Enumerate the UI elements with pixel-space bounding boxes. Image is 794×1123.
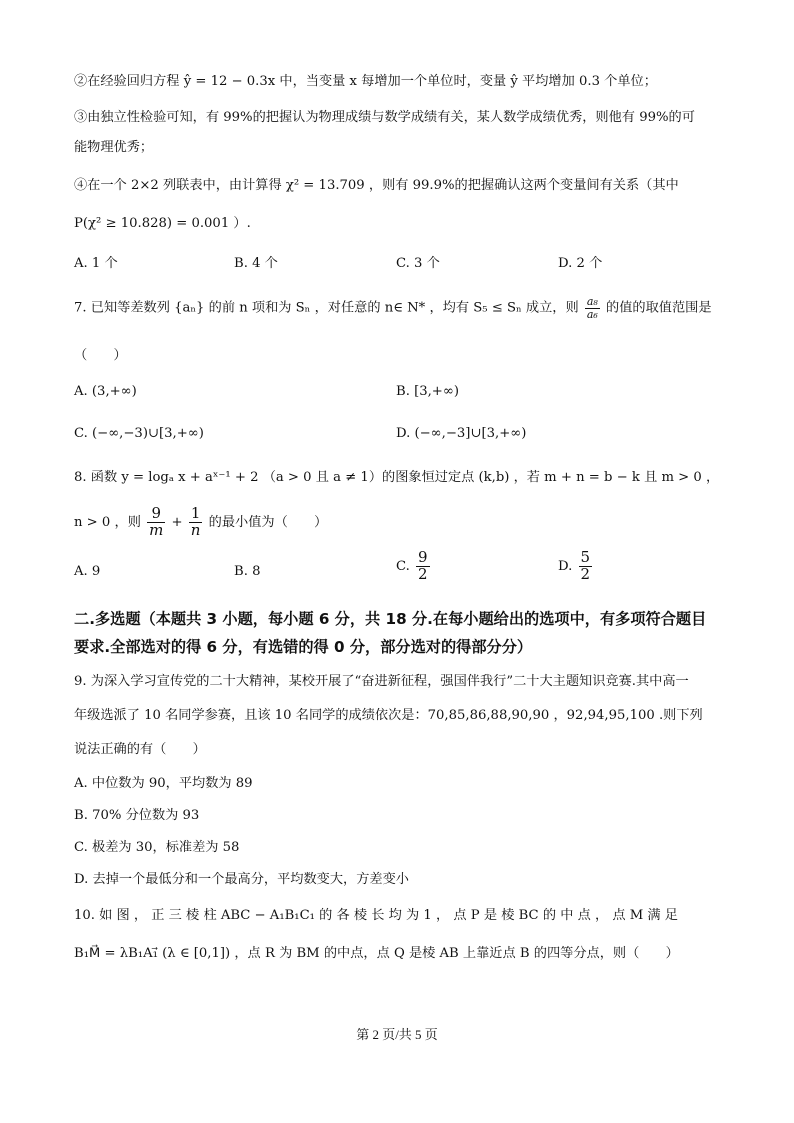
q7-stem-line1: [74, 296, 712, 320]
q9-option-c: C. 极差为 30，标准差为 58: [74, 840, 240, 855]
section-2-heading-line1: 二.多选题（本题共 3 小题，每小题 6 分，共 18 分.在每小题给出的选项中，有多项符合题目: [74, 610, 707, 628]
q8-fraction-1-over-n: [189, 506, 203, 539]
q6-item-2: ②在经验回归方程 ŷ = 12 − 0.3x 中，当变量 x 每增加一个单位时，变量 ŷ 平均增加 0.3 个单位；: [74, 74, 657, 89]
q8-option-b: B. 8: [234, 564, 261, 579]
q9-option-b: B. 70% 分位数为 93: [74, 808, 200, 823]
q8-f2-denominator: n: [190, 520, 201, 539]
q6-item-4-line1: ④在一个 2×2 列联表中，由计算得 χ² = 13.709 ，则有 99.9%的把握确认这两个变量间有关系（其中: [74, 178, 679, 193]
q9-stem-line1: 9. 为深入学习宣传党的二十大精神，某校开展了“奋进新征程，强国伴我行”二十大主题知识竞赛.其中高一: [74, 674, 689, 689]
q8-option-a: A. 9: [74, 564, 101, 579]
q10-stem-line2: B₁M⃗ = λB₁A₁⃗ (λ ∈ [0,1]) ，点 R 为 BM 的中点，点 Q 是棱 AB 上靠近点 B 的四等分点，则（ ）: [74, 946, 679, 961]
q6-option-b: B. 4 个: [234, 256, 278, 271]
q8-stem-post: 的最小值为（ ）: [208, 514, 328, 530]
q8-plus: +: [171, 514, 183, 530]
q9-stem-line2: 年级选派了 10 名同学参赛，且该 10 名同学的成绩依次是：70,85,86,88,90,90 ，92,94,95,100 .则下列: [74, 708, 703, 723]
q10-stem-line1: 10. 如 图 ， 正 三 棱 柱 ABC − A₁B₁C₁ 的 各 棱 长 均 为 1 ， 点 P 是 棱 BC 的 中 点 ， 点 M 满 足: [74, 908, 678, 923]
q7-ratio-numerator: a₈: [586, 295, 598, 308]
q8-option-d-label: D.: [558, 558, 573, 574]
q8-stem-pre: n > 0 ，则: [74, 514, 141, 530]
section-2-heading-line2: 要求.全部选对的得 6 分，有选错的得 0 分，部分选对的得部分分）: [74, 638, 533, 656]
q8-stem-line2: [74, 506, 327, 539]
q8-f2-numerator: 1: [189, 506, 203, 523]
q7-stem-pre: 7. 已知等差数列 {aₙ} 的前 n 项和为 Sₙ ，对任意的 n∈ N* ，均有 S₅ ≤ Sₙ 成立，则: [74, 300, 579, 316]
q6-option-d: D. 2 个: [558, 256, 603, 271]
q8-f1-numerator: 9: [147, 506, 165, 523]
q6-option-a: A. 1 个: [74, 256, 118, 271]
q8-option-c-fraction: [416, 550, 430, 583]
q7-option-a: A. (3,+∞): [74, 384, 137, 399]
q9-option-d: D. 去掉一个最低分和一个最高分，平均数变大，方差变小: [74, 872, 409, 887]
q8-option-c-denominator: 2: [418, 564, 428, 583]
q7-stem-post: 的值的取值范围是: [606, 300, 712, 316]
q8-option-d-fraction: [579, 550, 593, 583]
q7-stem-line2: （ ）: [74, 348, 127, 363]
q7-ratio-fraction: [585, 296, 600, 320]
q8-fraction-9-over-m: [147, 506, 165, 539]
q9-option-a: A. 中位数为 90，平均数为 89: [74, 776, 253, 791]
q7-option-d: D. (−∞,−3]∪[3,+∞): [396, 426, 527, 441]
q8-option-d-numerator: 5: [580, 548, 591, 566]
q7-ratio-denominator: a₆: [586, 307, 598, 321]
q6-item-4-line2: P(χ² ≥ 10.828) = 0.001 ）.: [74, 216, 251, 231]
q8-stem-line1: 8. 函数 y = logₐ x + aˣ⁻¹ + 2 （a > 0 且 a ≠ 1）的图象恒过定点 (k,b) ，若 m + n = b − k 且 m > 0 ，: [74, 470, 720, 485]
page-footer: 第 2 页/共 5 页: [356, 1027, 438, 1042]
q8-f1-denominator: m: [149, 520, 164, 539]
q8-option-d: [558, 550, 594, 583]
q9-stem-line3: 说法正确的有（ ）: [74, 742, 206, 757]
q8-option-c-label: C.: [396, 558, 410, 574]
q8-option-d-denominator: 2: [580, 564, 591, 583]
q6-item-3-line1: ③由独立性检验可知，有 99%的把握认为物理成绩与数学成绩有关，某人数学成绩优秀，则他有 99%的可: [74, 110, 695, 125]
q7-option-c: C. (−∞,−3)∪[3,+∞): [74, 426, 204, 441]
q8-option-c-numerator: 9: [418, 548, 428, 566]
q6-item-3-line2: 能物理优秀；: [74, 140, 154, 155]
q7-option-b: B. [3,+∞): [396, 384, 459, 399]
q8-option-c: [396, 550, 432, 583]
q6-option-c: C. 3 个: [396, 256, 440, 271]
